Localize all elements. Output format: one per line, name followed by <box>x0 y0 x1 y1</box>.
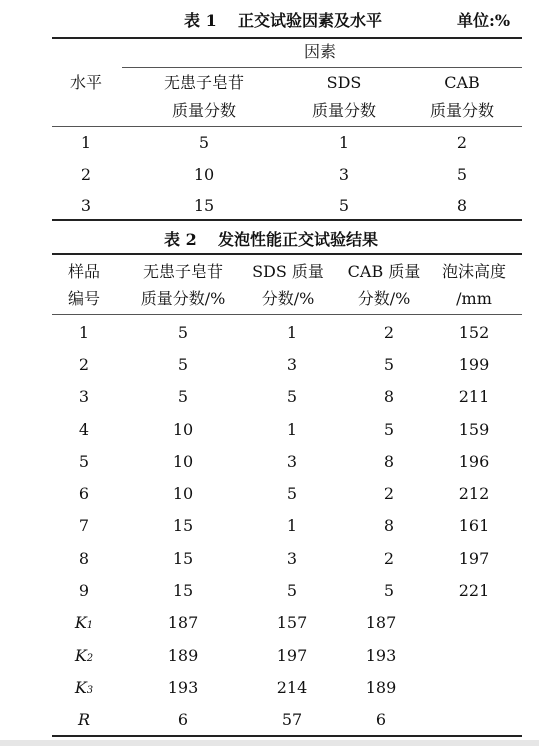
table2-col-header-line2: /mm <box>456 289 492 308</box>
table2-cell: 4 <box>78 420 90 439</box>
stat-subscript: 1 <box>86 620 94 631</box>
table2-cell: 1 <box>286 516 298 535</box>
table2-cell: 2 <box>78 355 90 374</box>
table2-stat-label <box>78 711 90 732</box>
table1-cell: 5 <box>338 196 350 215</box>
table1-col-header-line2: 质量分数 <box>171 101 237 120</box>
table2-cell: 5 <box>286 387 298 406</box>
stat-subscript: 3 <box>86 685 94 696</box>
table2-top-rule <box>52 253 522 255</box>
stat-symbol: K <box>74 646 87 665</box>
table1-unit: 单位:% <box>457 11 511 30</box>
table2-cell: 8 <box>383 516 395 535</box>
table2-cell: 6 <box>375 710 387 729</box>
table2-cell: 5 <box>383 355 395 374</box>
table1-cell: 1 <box>338 133 350 152</box>
table2-cell: 10 <box>172 420 194 439</box>
table1-col-header-line1: CAB <box>444 73 480 92</box>
table2-cell: 221 <box>458 581 490 600</box>
table1-cell: 2 <box>456 133 468 152</box>
table2-cell: 10 <box>172 452 194 471</box>
table1-cell: 2 <box>80 165 92 184</box>
table1-caption-number: 表 1 <box>184 11 217 30</box>
stat-symbol: R <box>77 710 91 729</box>
table2-col-header-line2: 编号 <box>67 289 101 308</box>
table1-bottom-rule <box>52 219 522 221</box>
table2-caption-number: 表 2 <box>164 230 197 249</box>
table1-row-header: 水平 <box>69 73 103 92</box>
table2-cell: 1 <box>78 323 90 342</box>
table1-top-rule <box>52 37 522 39</box>
table1-group-rule <box>122 67 522 68</box>
table2-cell: 199 <box>458 355 490 374</box>
table2-cell: 5 <box>177 387 189 406</box>
table2-cell: 5 <box>383 581 395 600</box>
stat-subscript: 2 <box>86 653 94 664</box>
table2-cell: 7 <box>78 516 90 535</box>
table2-col-header-line1: CAB 质量 <box>347 262 421 281</box>
table2-cell: 15 <box>172 516 194 535</box>
table1-col-header-line2: 质量分数 <box>311 101 377 120</box>
table2-cell: 6 <box>78 484 90 503</box>
table2-cell: 8 <box>383 452 395 471</box>
table1-cell: 1 <box>80 133 92 152</box>
table2-bottom-rule <box>52 735 522 737</box>
table2-cell: 193 <box>167 678 199 697</box>
table2-cell: 5 <box>286 581 298 600</box>
table2-col-header-line2: 质量分数/% <box>140 289 226 308</box>
table2-cell: 1 <box>286 323 298 342</box>
table1-cell: 3 <box>338 165 350 184</box>
stat-symbol: K <box>74 678 87 697</box>
table2-cell: 8 <box>78 549 90 568</box>
table2-cell: 187 <box>365 613 397 632</box>
table1-cell: 3 <box>80 196 92 215</box>
table2-col-header-line1: 无患子皂苷 <box>142 262 224 281</box>
table1-cell: 10 <box>193 165 215 184</box>
table2-cell: 189 <box>167 646 199 665</box>
table2-cell: 211 <box>458 387 490 406</box>
table2-cell: 15 <box>172 549 194 568</box>
table2-col-header-line1: SDS 质量 <box>252 262 324 281</box>
table2-cell: 196 <box>458 452 490 471</box>
table2-cell: 161 <box>458 516 490 535</box>
table2-cell: 5 <box>177 355 189 374</box>
table2-cell: 2 <box>383 484 395 503</box>
table2-cell: 5 <box>383 420 395 439</box>
stat-symbol: K <box>74 613 87 632</box>
table1-column-group-header: 因素 <box>303 42 337 61</box>
table2-cell: 3 <box>286 549 298 568</box>
table2-cell: 197 <box>276 646 308 665</box>
table2-cell: 189 <box>365 678 397 697</box>
table2-cell: 193 <box>365 646 397 665</box>
table2-cell: 6 <box>177 710 189 729</box>
table2-cell: 3 <box>78 387 90 406</box>
table1-col-header-line2: 质量分数 <box>429 101 495 120</box>
table2-col-header-line1: 样品 <box>67 262 101 281</box>
table2-stat-label <box>75 614 93 635</box>
table1-col-header-line1: SDS <box>326 73 362 92</box>
table1-cell: 5 <box>198 133 210 152</box>
table2-header-rule <box>52 314 522 315</box>
table2-cell: 197 <box>458 549 490 568</box>
table1-cell: 5 <box>456 165 468 184</box>
table2-cell: 15 <box>172 581 194 600</box>
table2-col-header-line2: 分数/% <box>261 289 315 308</box>
table1-col-header-line1: 无患子皂苷 <box>163 73 245 92</box>
table2-cell: 5 <box>177 323 189 342</box>
page-bottom-band <box>0 740 539 746</box>
table2-cell: 5 <box>78 452 90 471</box>
table2-cell: 3 <box>286 355 298 374</box>
table2-cell: 214 <box>276 678 308 697</box>
table2-cell: 157 <box>276 613 308 632</box>
table2-cell: 10 <box>172 484 194 503</box>
table2-cell: 187 <box>167 613 199 632</box>
table2-col-header-line1: 泡沫高度 <box>441 262 507 281</box>
table2-cell: 152 <box>458 323 490 342</box>
table2-cell: 57 <box>281 710 303 729</box>
table1-cell: 8 <box>456 196 468 215</box>
table2-cell: 2 <box>383 549 395 568</box>
table1-cell: 15 <box>193 196 215 215</box>
table2-cell: 5 <box>286 484 298 503</box>
table2-col-header-line2: 分数/% <box>357 289 411 308</box>
table2-cell: 1 <box>286 420 298 439</box>
table2-cell: 8 <box>383 387 395 406</box>
table2-cell: 212 <box>458 484 490 503</box>
table2-caption-title: 发泡性能正交试验结果 <box>218 230 379 249</box>
table1-caption-title: 正交试验因素及水平 <box>238 11 383 30</box>
table2-stat-label <box>75 679 93 700</box>
table2-cell: 159 <box>458 420 490 439</box>
table2-cell: 9 <box>78 581 90 600</box>
table2-stat-label <box>75 647 93 668</box>
table2-cell: 2 <box>383 323 395 342</box>
table2-cell: 3 <box>286 452 298 471</box>
table1-header-rule <box>52 126 522 127</box>
